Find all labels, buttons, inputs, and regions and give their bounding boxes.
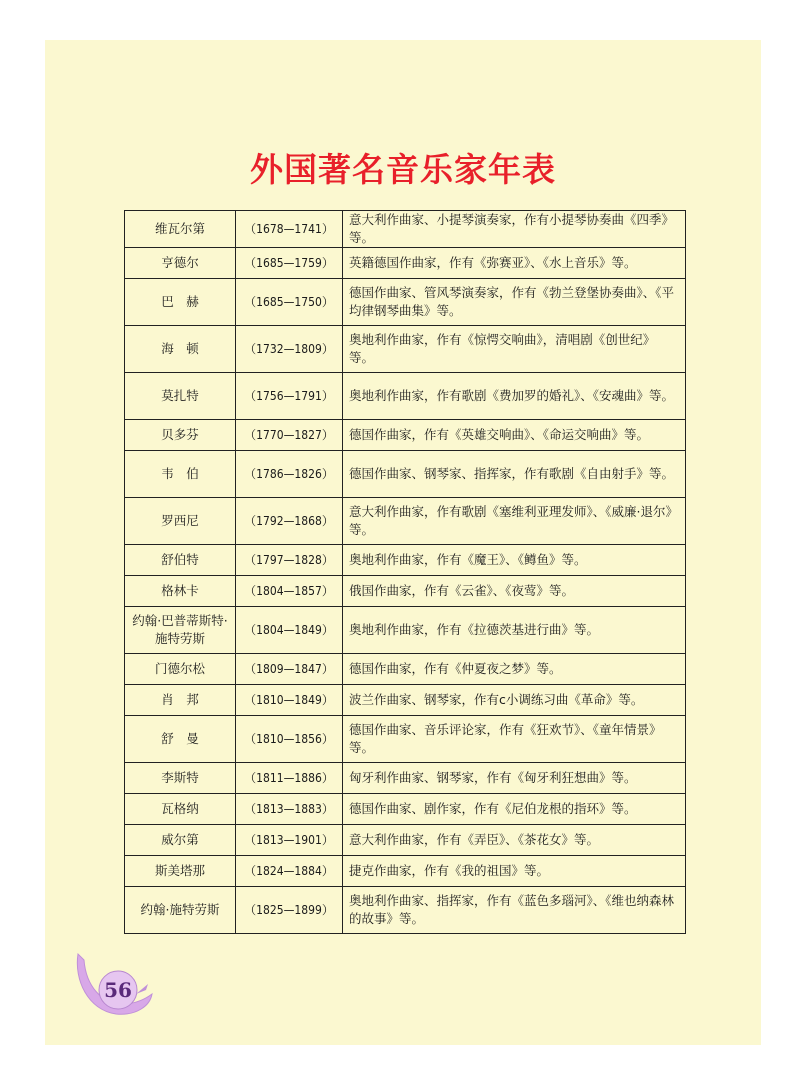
composer-years: （1786—1826） [236, 451, 343, 498]
composer-name: 海 顿 [125, 326, 236, 373]
composer-years: （1804—1857） [236, 576, 343, 607]
composer-name: 贝多芬 [125, 420, 236, 451]
table-row [125, 716, 686, 763]
page-number-badge [74, 950, 154, 1020]
composer-name: 亨德尔 [125, 248, 236, 279]
table-row [125, 279, 686, 326]
composer-name: 罗西尼 [125, 498, 236, 545]
composer-description: 奥地利作曲家，作有《魔王》、《鳟鱼》等。 [343, 545, 686, 576]
composer-description: 奥地利作曲家，作有《惊愕交响曲》，清唱剧《创世纪》等。 [343, 326, 686, 373]
composer-description: 奥地利作曲家、指挥家，作有《蓝色多瑙河》、《维也纳森林的故事》等。 [343, 887, 686, 934]
composer-years: （1685—1750） [236, 279, 343, 326]
composer-years: （1813—1883） [236, 794, 343, 825]
composer-description: 德国作曲家、钢琴家、指挥家，作有歌剧《自由射手》等。 [343, 451, 686, 498]
table-row [125, 211, 686, 248]
composer-name: 莫扎特 [125, 373, 236, 420]
composer-name: 瓦格纳 [125, 794, 236, 825]
composer-description: 捷克作曲家，作有《我的祖国》等。 [343, 856, 686, 887]
table-row [125, 373, 686, 420]
composer-description: 德国作曲家、管风琴演奏家，作有《勃兰登堡协奏曲》、《平均律钢琴曲集》等。 [343, 279, 686, 326]
composer-years: （1792—1868） [236, 498, 343, 545]
table-row [125, 248, 686, 279]
composer-name: 门德尔松 [125, 654, 236, 685]
table-row [125, 654, 686, 685]
composer-description: 匈牙利作曲家、钢琴家，作有《匈牙利狂想曲》等。 [343, 763, 686, 794]
table-row [125, 451, 686, 498]
composer-description: 德国作曲家，作有《英雄交响曲》、《命运交响曲》等。 [343, 420, 686, 451]
composer-name: 斯美塔那 [125, 856, 236, 887]
composer-name: 维瓦尔第 [125, 211, 236, 248]
composer-table [124, 210, 686, 934]
composer-description: 奥地利作曲家，作有《拉德茨基进行曲》等。 [343, 607, 686, 654]
composer-name: 韦 伯 [125, 451, 236, 498]
composer-years: （1810—1856） [236, 716, 343, 763]
composer-name: 肖 邦 [125, 685, 236, 716]
composer-name: 威尔第 [125, 825, 236, 856]
table-row [125, 420, 686, 451]
composer-name: 李斯特 [125, 763, 236, 794]
composer-years: （1685—1759） [236, 248, 343, 279]
composer-description: 德国作曲家，作有《仲夏夜之梦》等。 [343, 654, 686, 685]
page-title: 外国著名音乐家年表 [250, 150, 556, 189]
table-row [125, 763, 686, 794]
composer-years: （1809—1847） [236, 654, 343, 685]
table-row [125, 685, 686, 716]
table-row [125, 794, 686, 825]
composer-name: 约翰·施特劳斯 [125, 887, 236, 934]
table-row [125, 607, 686, 654]
composer-name: 约翰·巴普蒂斯特·施特劳斯 [125, 607, 236, 654]
table-row [125, 545, 686, 576]
composer-description: 英籍德国作曲家，作有《弥赛亚》、《水上音乐》等。 [343, 248, 686, 279]
composer-description: 意大利作曲家，作有歌剧《塞维利亚理发师》、《威廉·退尔》等。 [343, 498, 686, 545]
composer-years: （1825—1899） [236, 887, 343, 934]
composer-description: 德国作曲家、剧作家，作有《尼伯龙根的指环》等。 [343, 794, 686, 825]
table-row [125, 887, 686, 934]
composer-years: （1770—1827） [236, 420, 343, 451]
composer-name: 舒伯特 [125, 545, 236, 576]
table-row [125, 856, 686, 887]
composer-years: （1732—1809） [236, 326, 343, 373]
composer-name: 巴 赫 [125, 279, 236, 326]
page-number: 56 [104, 978, 132, 1002]
composer-description: 俄国作曲家，作有《云雀》、《夜莺》等。 [343, 576, 686, 607]
composer-name: 格林卡 [125, 576, 236, 607]
page [45, 40, 761, 1045]
composer-years: （1797—1828） [236, 545, 343, 576]
table-row [125, 326, 686, 373]
composer-years: （1810—1849） [236, 685, 343, 716]
composer-name: 舒 曼 [125, 716, 236, 763]
composer-description: 意大利作曲家、小提琴演奏家，作有小提琴协奏曲《四季》等。 [343, 211, 686, 248]
table-row [125, 576, 686, 607]
table-row [125, 825, 686, 856]
composer-description: 意大利作曲家，作有《弄臣》、《茶花女》等。 [343, 825, 686, 856]
composer-years: （1824—1884） [236, 856, 343, 887]
composer-years: （1756—1791） [236, 373, 343, 420]
composer-description: 波兰作曲家、钢琴家，作有c小调练习曲《革命》等。 [343, 685, 686, 716]
composer-description: 奥地利作曲家，作有歌剧《费加罗的婚礼》、《安魂曲》等。 [343, 373, 686, 420]
composer-years: （1678—1741） [236, 211, 343, 248]
composer-years: （1811—1886） [236, 763, 343, 794]
composer-description: 德国作曲家、音乐评论家，作有《狂欢节》、《童年情景》等。 [343, 716, 686, 763]
composer-years: （1804—1849） [236, 607, 343, 654]
composer-years: （1813—1901） [236, 825, 343, 856]
table-row [125, 498, 686, 545]
